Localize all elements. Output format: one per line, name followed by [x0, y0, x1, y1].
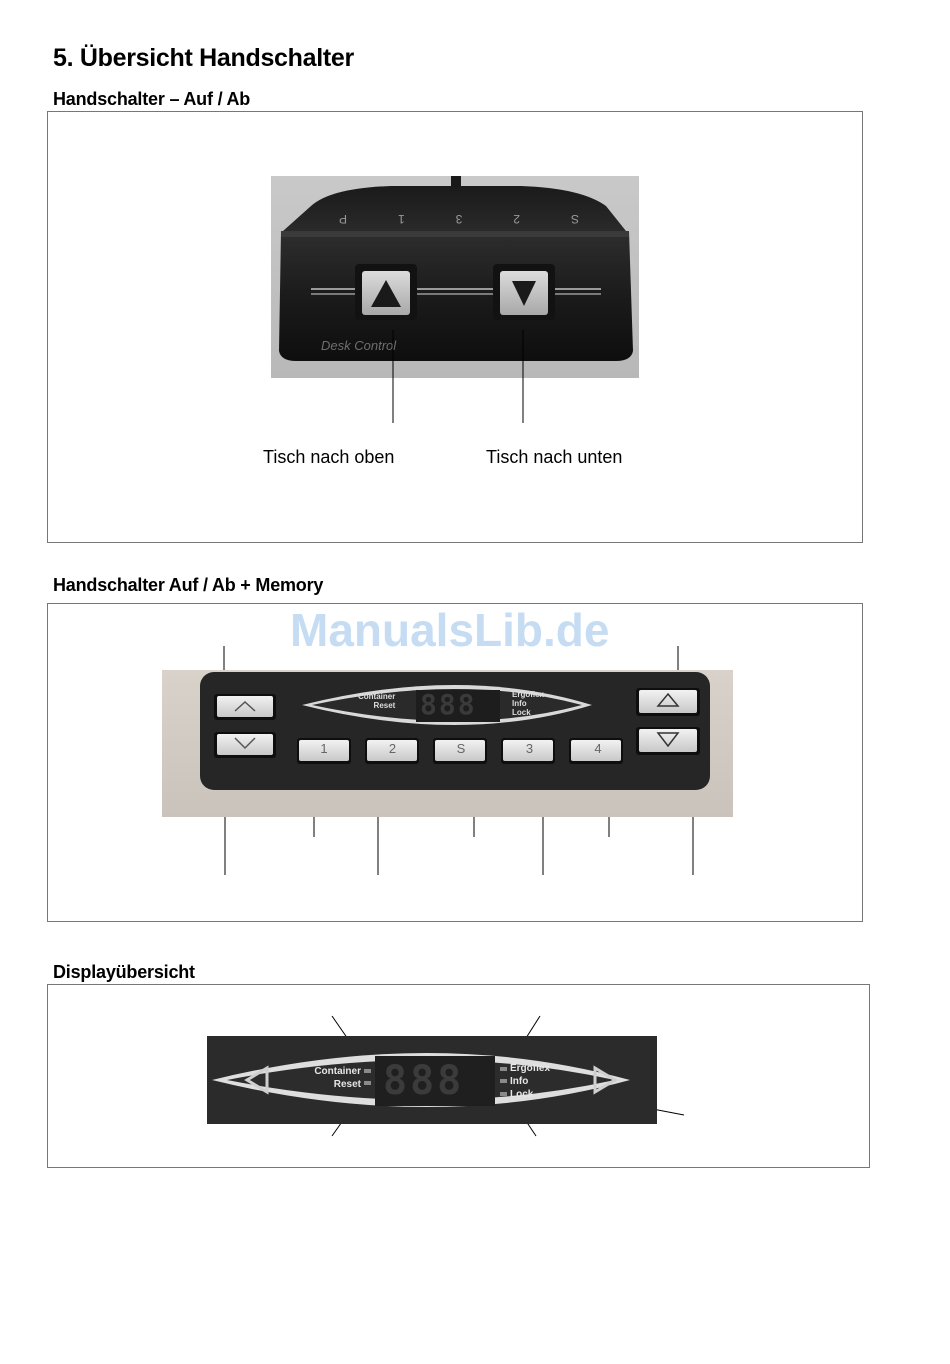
section-title-display: Displayübersicht	[53, 962, 195, 982]
display-right-labels	[512, 690, 544, 717]
memory-button-1[interactable]: 1	[320, 741, 328, 756]
label-reset: Reset	[373, 701, 396, 710]
section-title-up-down: Handschalter – Auf / Ab	[53, 89, 251, 109]
caption-table-up: Tisch nach oben	[263, 447, 395, 467]
memory-button-labels	[299, 741, 623, 756]
top-number: 3	[455, 212, 463, 226]
photo-display	[207, 1036, 657, 1124]
memory-button-s[interactable]: S	[456, 741, 466, 756]
display-left-labels-large	[287, 1065, 361, 1091]
label-ergoflex: Ergoflex	[512, 690, 545, 699]
label-info: Info	[512, 699, 527, 708]
caption-table-down: Tisch nach unten	[486, 447, 623, 467]
memory-button-2[interactable]: 2	[388, 741, 397, 756]
display-right-labels-large	[510, 1062, 550, 1101]
display-left-labels	[358, 692, 395, 710]
label-lock: Lock	[510, 1089, 534, 1100]
label-container: Container	[314, 1066, 361, 1077]
section-title-memory: Handschalter Auf / Ab + Memory	[53, 575, 324, 595]
label-container: Container	[358, 692, 396, 701]
watermark: ManualsLib.de	[290, 604, 610, 656]
label-reset: Reset	[333, 1079, 361, 1090]
top-number: S	[570, 212, 579, 226]
device-label: Desk Control	[321, 338, 397, 353]
top-number: 1	[398, 212, 405, 226]
top-number: P	[339, 212, 348, 226]
memory-button-4[interactable]: 4	[594, 741, 602, 756]
top-number: 2	[513, 212, 521, 226]
label-lock: Lock	[512, 708, 531, 717]
page-title: 5. Übersicht Handschalter	[53, 44, 354, 72]
photo-memory-control	[162, 670, 733, 817]
label-info: Info	[510, 1076, 529, 1087]
label-ergoflex: Ergoflex	[510, 1063, 551, 1074]
memory-button-3[interactable]: 3	[525, 741, 534, 756]
display-digits-large: 888	[383, 1058, 465, 1104]
display-digits: 888	[420, 688, 477, 721]
